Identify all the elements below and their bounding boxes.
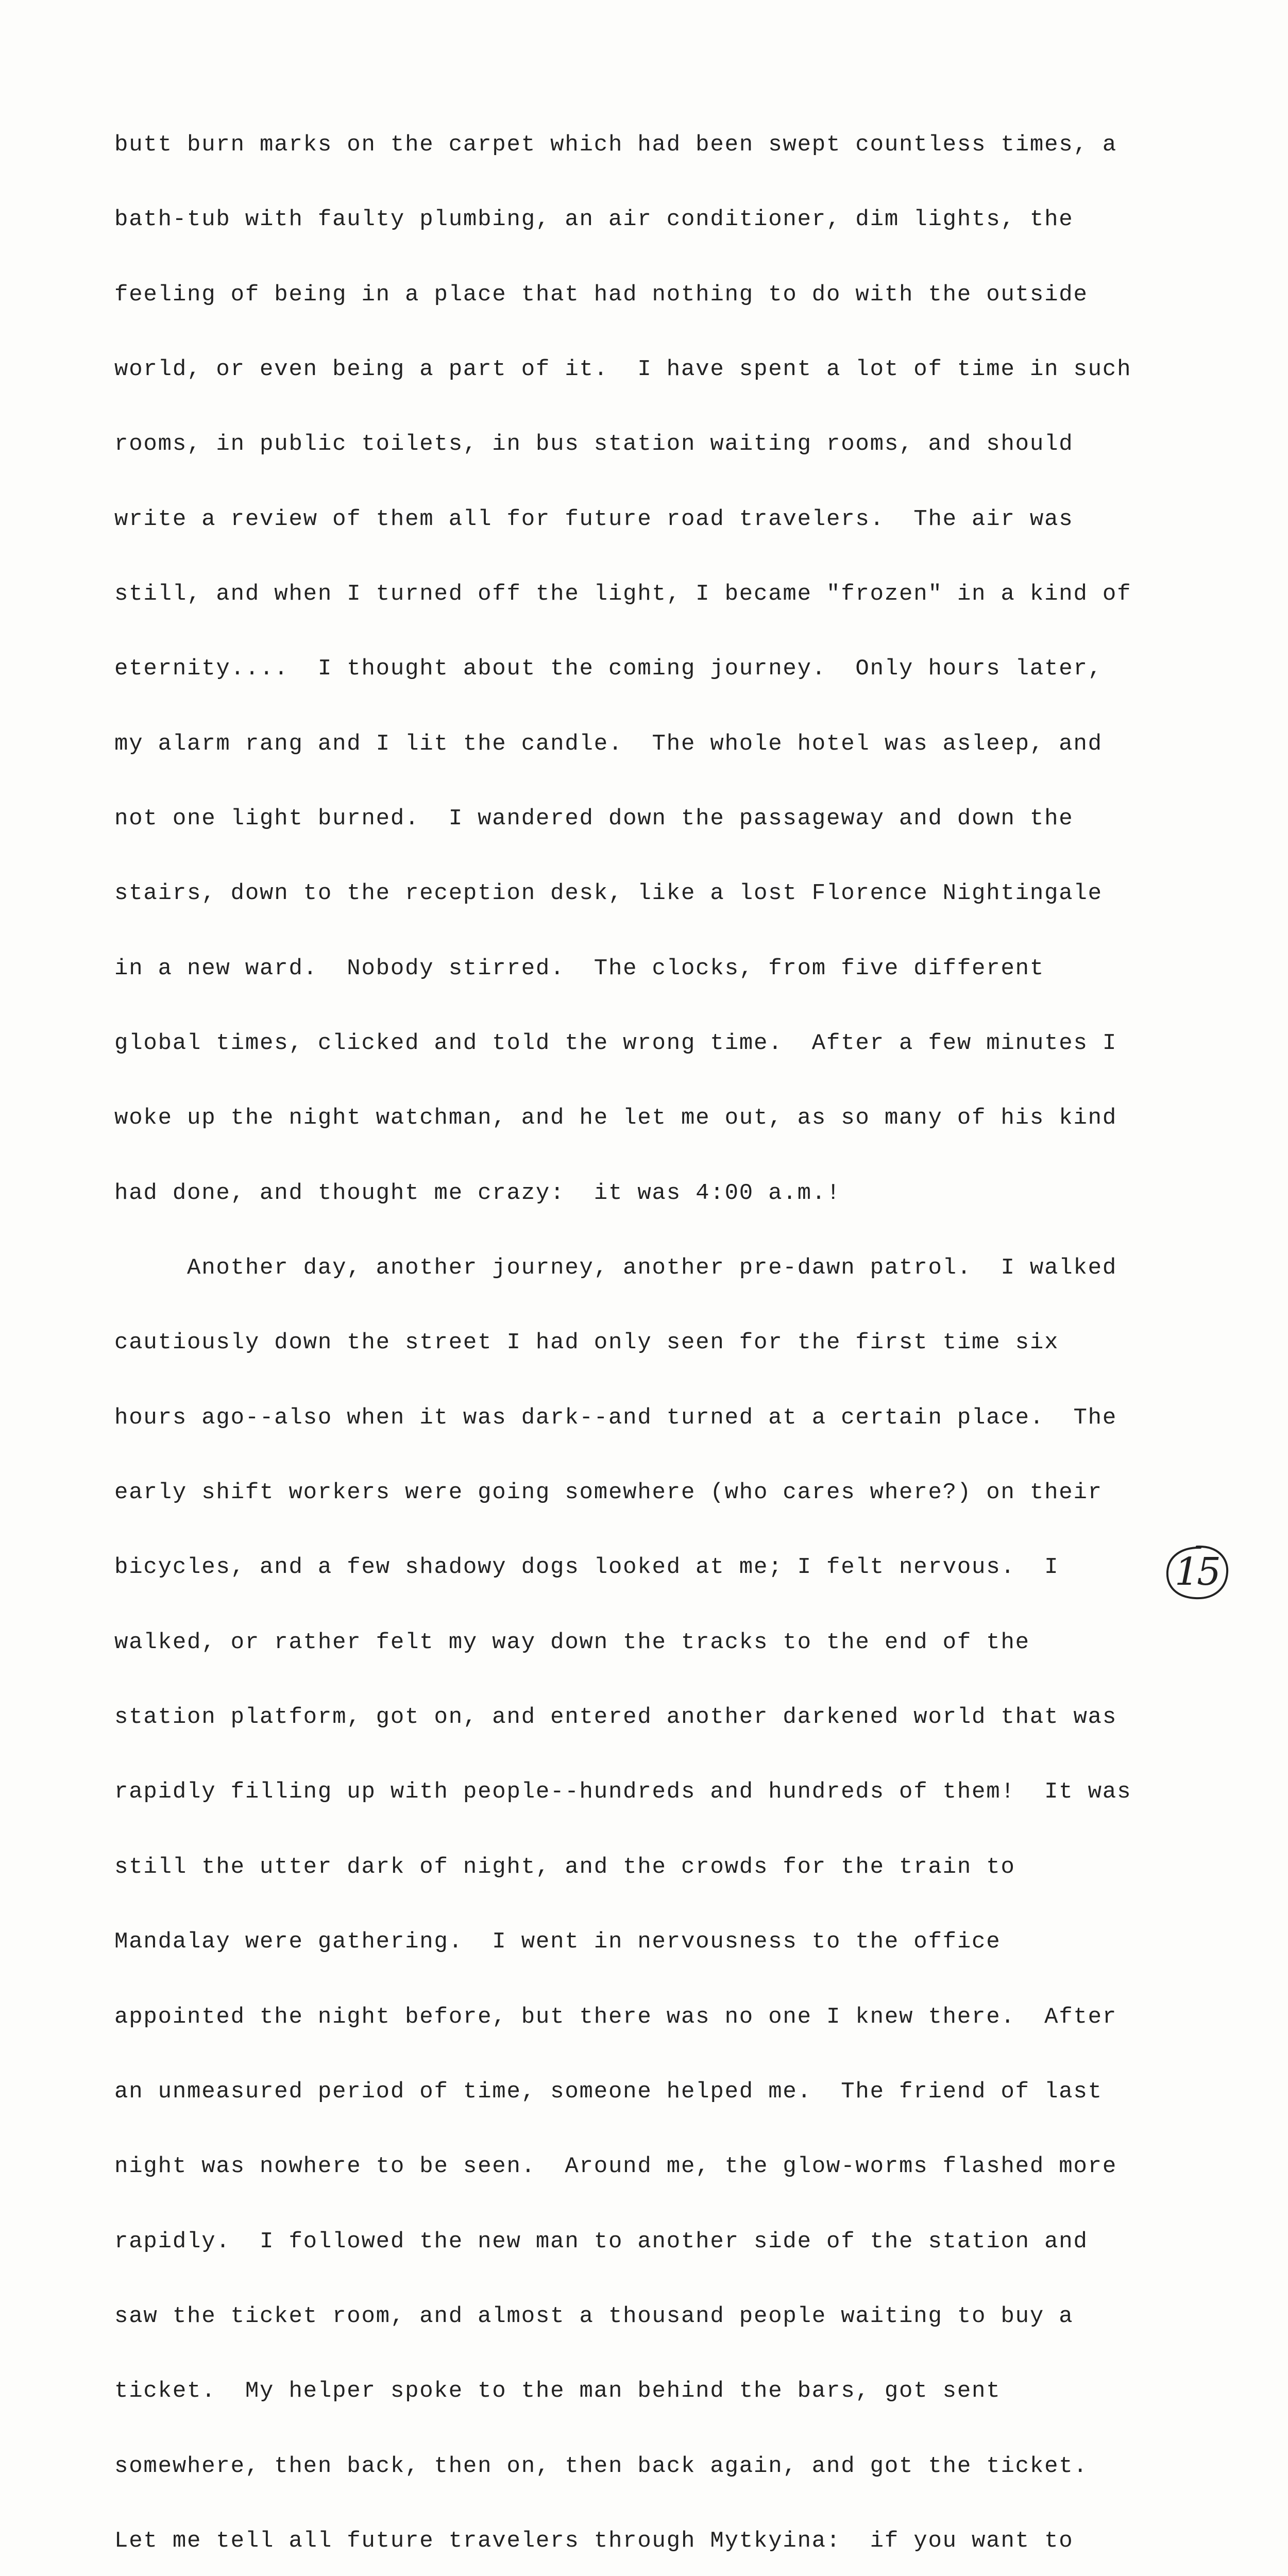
text-line: Another day, another journey, another pre-dawn patrol. I walked [114,1255,1117,1281]
text-line: cautiously down the street I had only seen for the first time six [114,1330,1059,1356]
text-line: saw the ticket room, and almost a thousand people waiting to buy a [114,2303,1074,2329]
text-line: butt burn marks on the carpet which had been swept countless times, a [114,131,1117,158]
text-line: woke up the night watchman, and he let me out, as so many of his kind [114,1105,1117,1131]
text-line: world, or even being a part of it. I have spent a lot of time in such [114,356,1132,382]
text-line: Mandalay were gathering. I went in nervousness to the office [114,1929,1001,1955]
text-line: station platform, got on, and entered another darkened world that was [114,1704,1117,1731]
text-line: still, and when I turned off the light, I became "frozen" in a kind of [114,581,1132,607]
text-line: still the utter dark of night, and the crowds for the train to [114,1854,1015,1880]
text-line: rapidly filling up with people--hundreds and hundreds of them! It was [114,1779,1132,1805]
text-line: somewhere, then back, then on, then back again, and got the ticket. [114,2453,1088,2479]
text-line: appointed the night before, but there was no one I knew there. After [114,2004,1117,2030]
text-line: rooms, in public toilets, in bus station waiting rooms, and should [114,431,1074,457]
text-line: eternity.... I thought about the coming journey. Only hours later, [114,656,1103,682]
text-line: Let me tell all future travelers through Mytkyina: if you want to [114,2528,1074,2554]
text-line: not one light burned. I wandered down the passageway and down the [114,806,1074,832]
text-line: ticket. My helper spoke to the man behind the bars, got sent [114,2378,1001,2404]
text-line: write a review of them all for future road travelers. The air was [114,506,1074,532]
text-line: my alarm rang and I lit the candle. The whole hotel was asleep, and [114,731,1103,757]
text-line: feeling of being in a place that had nothing to do with the outside [114,281,1088,308]
text-line: stairs, down to the reception desk, like a lost Florence Nightingale [114,880,1103,907]
text-line: an unmeasured period of time, someone helped me. The friend of last [114,2078,1103,2105]
page-number [1163,1544,1230,1601]
text-line: walked, or rather felt my way down the tracks to the end of the [114,1629,1030,1655]
text-line: had done, and thought me crazy: it was 4:00 a.m.! [114,1180,841,1206]
text-line: global times, clicked and told the wrong time. After a few minutes I [114,1030,1117,1057]
text-line: bicycles, and a few shadowy dogs looked at me; I felt nervous. I [114,1554,1059,1581]
text-line: early shift workers were going somewhere (who cares where?) on their [114,1480,1103,1506]
body-text [114,82,1217,2576]
page-number-text: 15 [1174,1550,1219,1594]
text-line: night was nowhere to be seen. Around me, the glow-worms flashed more [114,2154,1117,2180]
text-line: hours ago--also when it was dark--and turned at a certain place. The [114,1404,1117,1431]
text-line: rapidly. I followed the new man to another side of the station and [114,2228,1088,2255]
text-line: bath-tub with faulty plumbing, an air conditioner, dim lights, the [114,207,1074,233]
text-line: in a new ward. Nobody stirred. The clocks, from five different [114,955,1045,981]
